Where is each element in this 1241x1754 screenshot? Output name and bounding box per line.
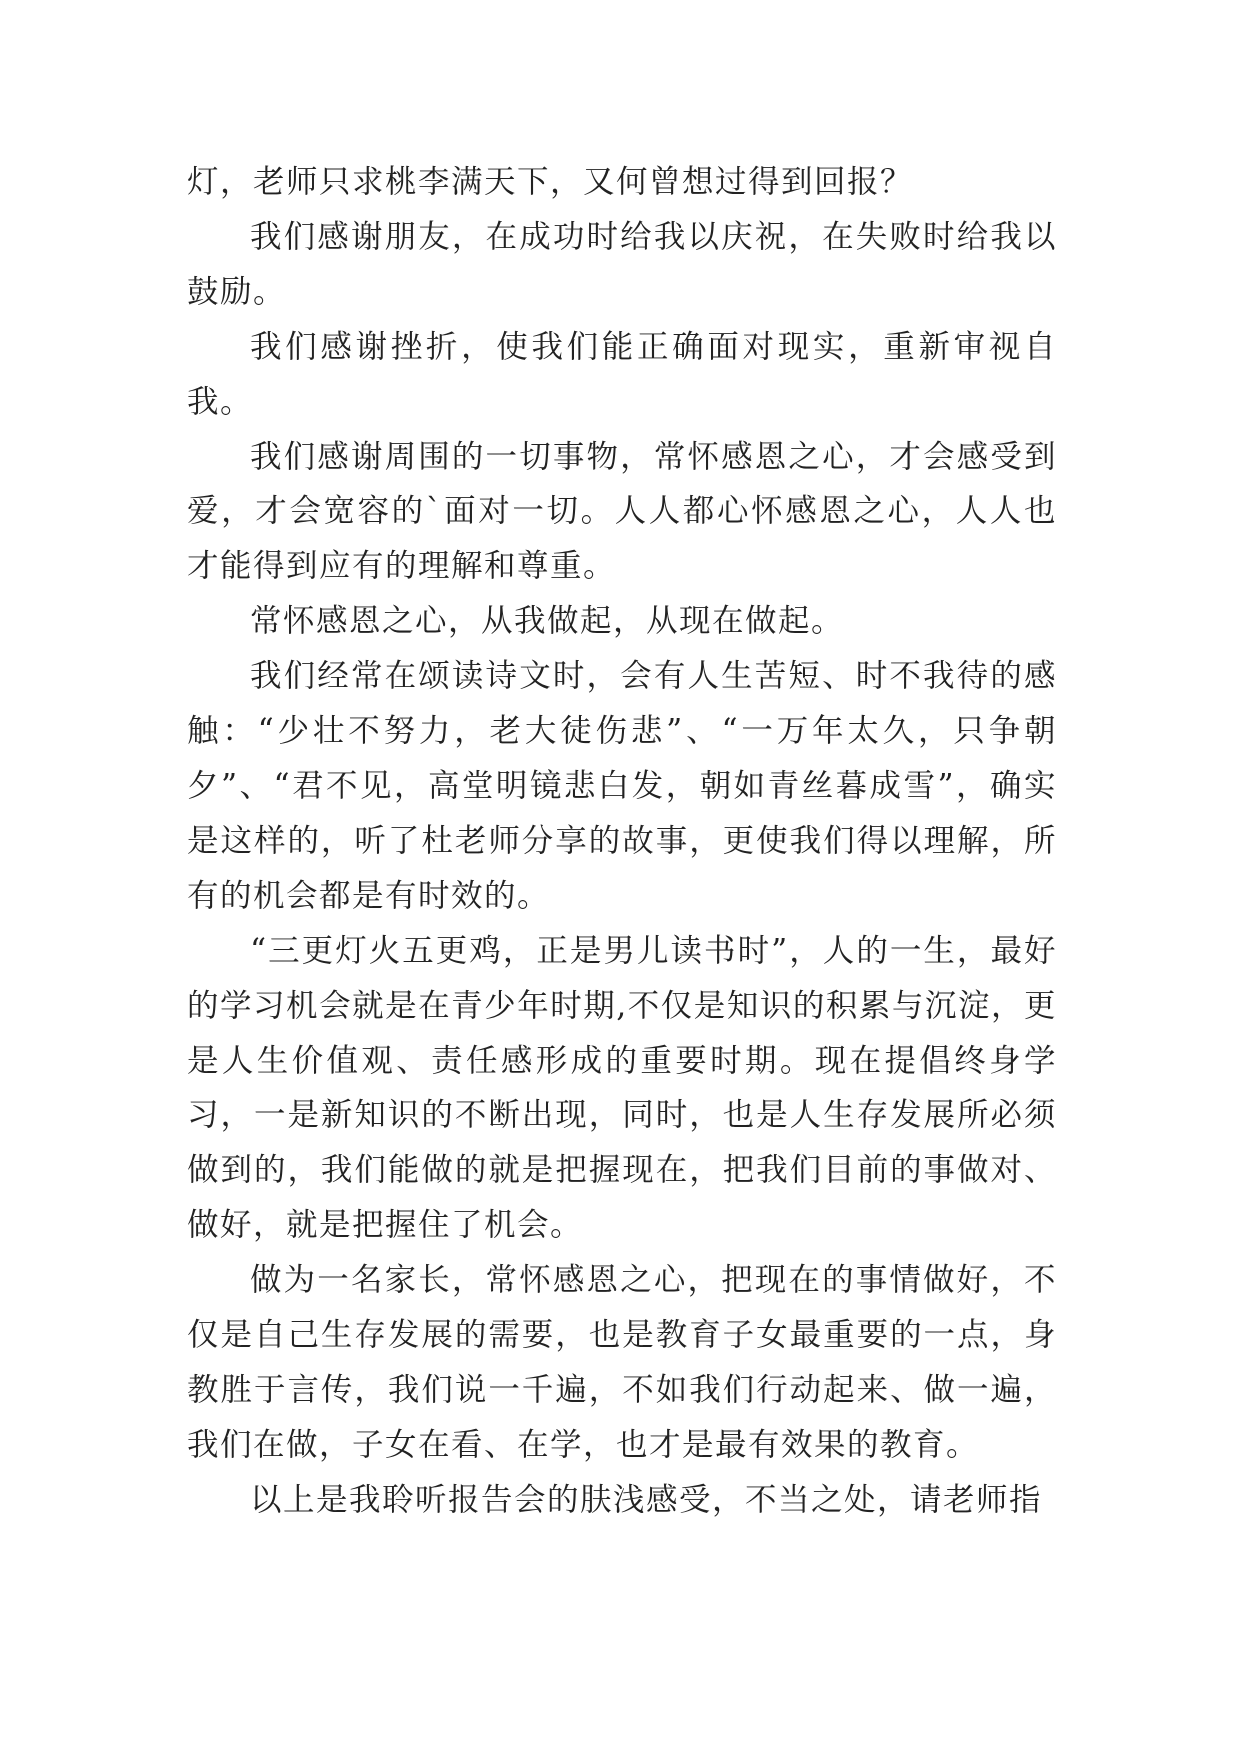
paragraph-5: 常怀感恩之心，从我做起，从现在做起。 <box>250 603 845 640</box>
document-body <box>187 155 1057 1528</box>
paragraph-2: 我们感谢朋友，在成功时给我以庆祝，在失败时给我以鼓励。 <box>187 218 1057 310</box>
paragraph-6: 我们经常在颂读诗文时，会有人生苦短、时不我待的感触：“少壮不努力，老大徒伤悲”、“一万年太久，只争朝夕”、“君不见，高堂明镜悲白发，朝如青丝暮成雪”，确实是这样的，听了杜老师分享的故事，更使我们得以理解，所有的机会都是有时效的。 <box>187 658 1057 914</box>
paragraph-1: 灯，老师只求桃李满天下，又何曾想过得到回报？ <box>187 164 914 200</box>
paragraph-7: “三更灯火五更鸡，正是男儿读书时”，人的一生，最好的学习机会就是在青少年时期,不仅是知识的积累与沉淀，更是人生价值观、责任感形成的重要时期。现在提倡终身学习，一是新知识的不断出现，同时，也是人生存发展所必须做到的，我们能做的就是把握现在，把我们目前的事做对、做好，就是把握住了机会。 <box>187 932 1057 1244</box>
paragraph-4: 我们感谢周围的一切事物，常怀感恩之心，才会感受到爱，才会宽容的`面对一切。人人都心怀感恩之心，人人也才能得到应有的理解和尊重。 <box>187 438 1057 585</box>
paragraph-9: 以上是我聆听报告会的肤浅感受，不当之处，请老师指 <box>250 1481 1043 1518</box>
paragraph-8: 做为一名家长，常怀感恩之心，把现在的事情做好，不仅是自己生存发展的需要，也是教育子女最重要的一点，身教胜于言传，我们说一千遍，不如我们行动起来、做一遍，我们在做，子女在看、在学，也才是最有效果的教育。 <box>187 1262 1057 1463</box>
paragraph-3: 我们感谢挫折，使我们能正确面对现实，重新审视自我。 <box>187 328 1057 420</box>
